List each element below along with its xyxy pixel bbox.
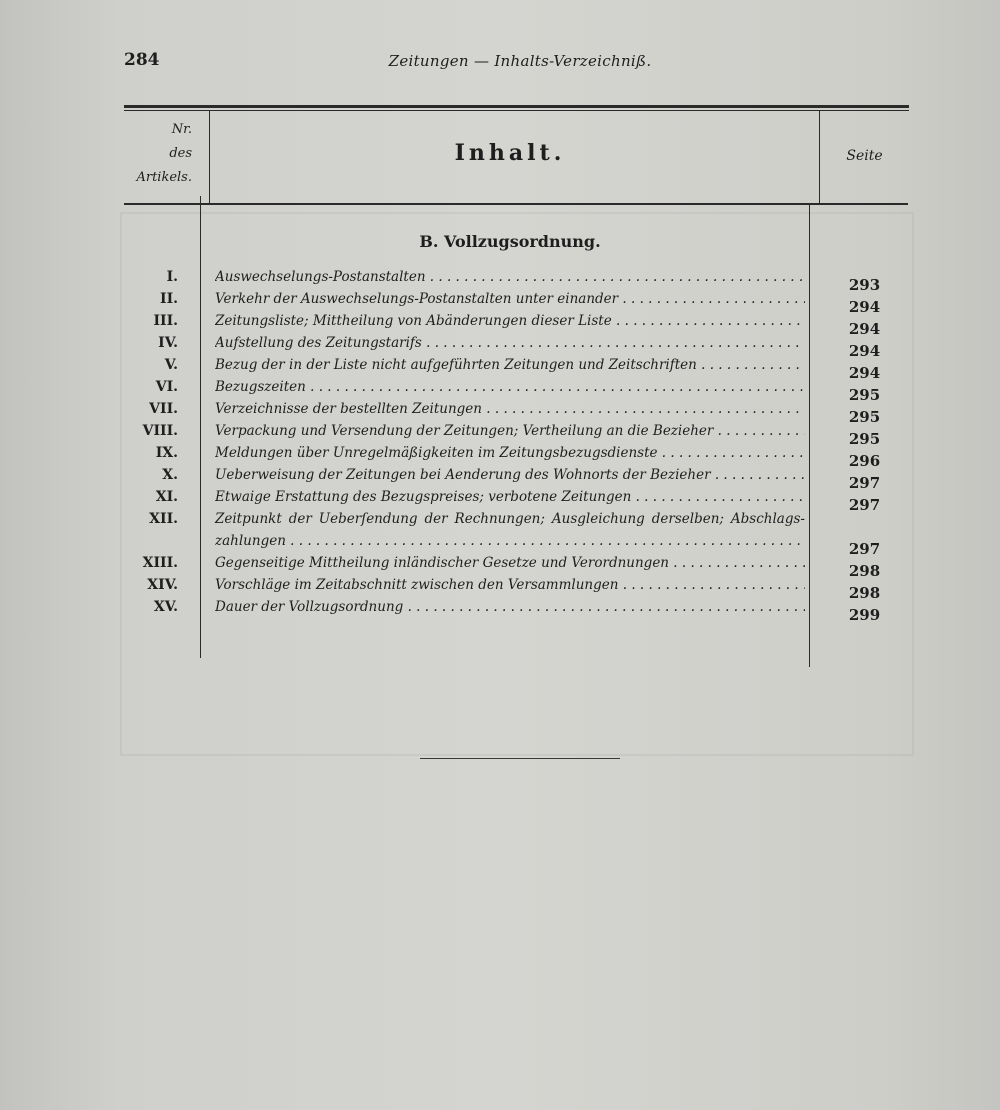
article-number: XIII. [142, 555, 178, 571]
list-item [0, 574, 1000, 602]
article-title: Verpackung und Versendung der Zeitungen; Vertheilung an die Bezieher . . . [215, 420, 805, 442]
article-title: Gegenseitige Mittheilung inländischer Gesetze und Verordnungen . . . [215, 552, 805, 574]
article-number: VI. [155, 379, 178, 395]
page-reference: 297 [848, 540, 881, 558]
article-number: III. [153, 313, 178, 329]
article-number: XI. [155, 489, 178, 505]
page-reference: 294 [848, 342, 881, 360]
article-title-line-2: zahlungen . . . [215, 530, 805, 552]
contents-list [0, 266, 1000, 624]
page-reference: 294 [848, 320, 881, 338]
list-item [0, 398, 1000, 426]
page-number: 284 [124, 50, 160, 70]
article-title: Verkehr der Auswechselungs-Postanstalten unter einander . . . [215, 288, 805, 310]
article-title-line-1: Zeitpunkt der Ueberſendung der Rechnungen; Ausgleichung derselben; Abschlags- [215, 511, 805, 527]
column-header-contents: Inhalt. [454, 140, 566, 166]
list-item [0, 442, 1000, 470]
article-number: IX. [155, 445, 178, 461]
page-reference: 294 [848, 298, 881, 316]
article-title: Etwaige Erstattung des Bezugspreises; verbotene Zeitungen . . . [215, 486, 805, 508]
article-number: XII. [149, 511, 178, 527]
list-item [0, 288, 1000, 316]
article-title: Ueberweisung der Zeitungen bei Aenderung des Wohnorts der Bezieher . . . [215, 464, 805, 486]
article-title: Dauer der Vollzugsordnung . . . [215, 596, 805, 618]
article-title: Auswechselungs-Postanstalten . . . [215, 266, 805, 288]
table-top-thin-rule [124, 110, 909, 111]
page-reference: 295 [848, 408, 881, 426]
article-title: Meldungen über Unregelmäßigkeiten im Zeitungsbezugsdienste . . . [215, 442, 805, 464]
article-title: Vorschläge im Zeitabschnitt zwischen den Versammlungen . . . [215, 574, 805, 596]
article-number: X. [162, 467, 178, 483]
page-reference: 295 [848, 430, 881, 448]
article-number: V. [164, 357, 178, 373]
list-item [0, 266, 1000, 294]
page-reference: 295 [848, 386, 881, 404]
page-reference: 297 [848, 474, 881, 492]
list-item [0, 332, 1000, 360]
running-title: Zeitungen — Inhalts-Verzeichniß. [388, 52, 652, 70]
list-item [0, 486, 1000, 514]
nr-label-des: des [169, 146, 192, 161]
article-number: XIV. [147, 577, 178, 593]
article-number: VIII. [142, 423, 178, 439]
list-item [0, 464, 1000, 492]
list-item [0, 552, 1000, 580]
nr-label: Nr. [171, 122, 192, 137]
page-reference: 296 [848, 452, 881, 470]
page-reference: 294 [848, 364, 881, 382]
list-item [0, 508, 1000, 558]
nr-label-artikels: Artikels. [136, 170, 192, 185]
article-number: XV. [153, 599, 178, 615]
closing-rule [420, 758, 620, 759]
section-title: B. Vollzugsordnung. [419, 232, 601, 251]
article-number: II. [160, 291, 178, 307]
table-top-rule [124, 105, 909, 108]
column-header-page: Seite [846, 148, 883, 164]
article-number: I. [166, 269, 178, 285]
list-item [0, 596, 1000, 624]
list-item [0, 420, 1000, 448]
header-divider-left [209, 110, 210, 203]
article-title: Bezug der in der Liste nicht aufgeführten Zeitungen und Zeitschriften . . . [215, 354, 805, 376]
article-title: Verzeichnisse der bestellten Zeitungen . . . [215, 398, 805, 420]
article-number: IV. [158, 335, 178, 351]
list-item [0, 376, 1000, 404]
page-reference: 293 [848, 276, 881, 294]
page-reference: 298 [848, 562, 881, 580]
article-title: Zeitungsliste; Mittheilung von Abänderungen dieser Liste . . . [215, 310, 805, 332]
page-reference: 297 [848, 496, 881, 514]
page-reference: 298 [848, 584, 881, 602]
page-reference: 299 [848, 606, 881, 624]
article-title [215, 508, 805, 552]
list-item [0, 354, 1000, 382]
article-number: VII. [149, 401, 178, 417]
article-title: Aufstellung des Zeitungstarifs . . . [215, 332, 805, 354]
article-title: Bezugszeiten . . . [215, 376, 805, 398]
column-header-article-number [128, 118, 192, 190]
header-bottom-rule [124, 203, 908, 205]
header-divider-right [819, 110, 820, 203]
list-item [0, 310, 1000, 338]
